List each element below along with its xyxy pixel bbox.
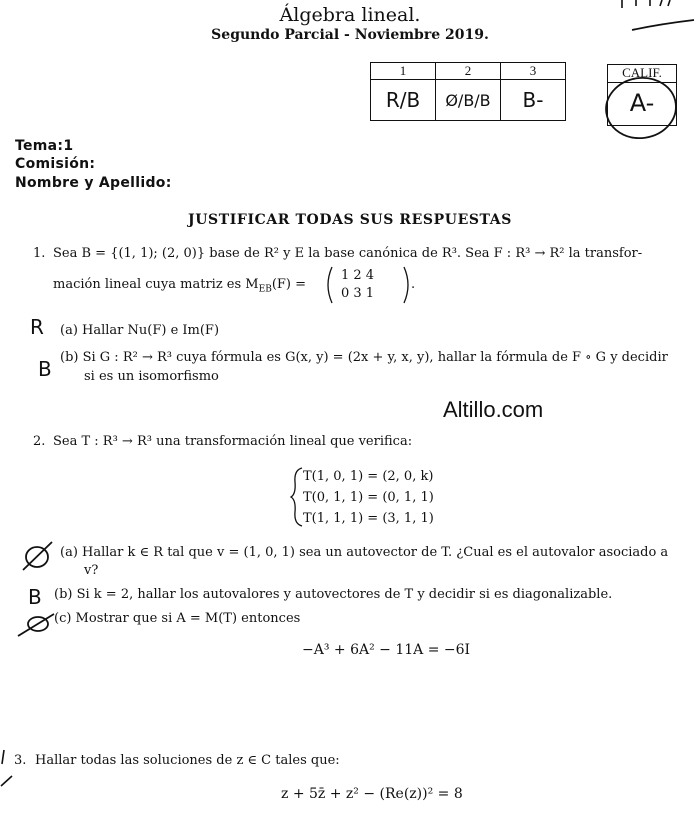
problem2-equation: −A³ + 6A² − 11A = −6I <box>302 642 471 658</box>
problem3-statement: Hallar todas las soluciones de z ∈ C tales que: <box>35 753 340 768</box>
handwritten-mark-2c <box>16 612 56 640</box>
system-equation-2: T(0, 1, 1) = (0, 1, 1) <box>303 490 434 505</box>
grade-col-2: 2 <box>436 63 501 80</box>
handwritten-mark-1a: R <box>30 315 44 339</box>
problem1-statement-line1: Sea B = {(1, 1); (2, 0)} base de R² y E la base canónica de R³. Sea F : R³ → R² la transfor- <box>53 246 643 261</box>
tema-label: Tema:1 <box>15 138 74 154</box>
problem2-part-b: (b) Si k = 2, hallar los autovalores y autovectores de T y decidir si es diagonalizable. <box>54 587 613 602</box>
problem1-line2-text: mación lineal cuya matriz es M <box>53 277 259 292</box>
problem3-equation: z + 5z̄ + z² − (Re(z))² = 8 <box>281 786 463 802</box>
problem1-matrix <box>325 265 411 305</box>
grade-value-3: B- <box>501 80 566 121</box>
problem2-part-c: (c) Mostrar que si A = M(T) entonces <box>54 611 301 626</box>
problem1-part-b-line2: si es un isomorfismo <box>84 369 219 384</box>
handwritten-mark-2b: B <box>28 585 42 609</box>
grade-value-2: Ø/B/B <box>436 80 501 121</box>
handwritten-mark-2a <box>20 540 56 572</box>
instructions-heading: JUSTIFICAR TODAS SUS RESPUESTAS <box>188 212 512 228</box>
problem1-statement-line2 <box>53 277 306 295</box>
problem1-number: 1. <box>33 246 46 261</box>
problem2-statement: Sea T : R³ → R³ una transformación lineal que verifica: <box>53 434 413 449</box>
grade-col-1: 1 <box>371 63 436 80</box>
grade-col-3: 3 <box>501 63 566 80</box>
exam-title: Álgebra lineal. <box>279 4 421 26</box>
handwriting-scribble-top <box>600 0 700 35</box>
system-equation-3: T(1, 1, 1) = (3, 1, 1) <box>303 511 434 526</box>
system-brace <box>290 466 304 528</box>
matrix-row-2: 0 3 1 <box>341 286 375 301</box>
system-equation-1: T(1, 0, 1) = (2, 0, k) <box>303 469 434 484</box>
problem1-part-b-line1: (b) Si G : R² → R³ cuya fórmula es G(x, y) = (2x + y, x, y), hallar la fórmula de F ∘ G y decidir <box>60 350 668 365</box>
problem2-part-a-line1: (a) Hallar k ∈ R tal que v = (1, 0, 1) sea un autovector de T. ¿Cual es el autovalor asociado a <box>60 545 669 560</box>
problem1-line2-end: (F) = <box>271 277 307 292</box>
final-grade-label: CALIF. <box>608 65 676 83</box>
final-grade-value: A- <box>629 89 655 117</box>
nombre-label: Nombre y Apellido: <box>15 175 172 191</box>
matrix-row-1: 1 2 4 <box>341 268 375 283</box>
handwritten-mark-1b: B <box>38 357 52 381</box>
matrix-period: . <box>411 277 416 292</box>
problem2-part-a-line2: v? <box>84 563 99 578</box>
comision-label: Comisión: <box>15 156 96 172</box>
grade-circle-mark <box>598 74 688 144</box>
problem3-number: 3. <box>14 753 27 768</box>
grade-value-1: R/B <box>371 80 436 121</box>
exam-subtitle: Segundo Parcial - Noviembre 2019. <box>211 27 489 43</box>
problem1-line2-subscript: EB <box>258 284 272 295</box>
watermark-text: Altillo.com <box>443 397 544 422</box>
grades-table <box>370 62 566 121</box>
margin-mark-3 <box>0 748 14 798</box>
problem2-number: 2. <box>33 434 46 449</box>
problem1-part-a: (a) Hallar Nu(F) e Im(F) <box>60 323 220 338</box>
